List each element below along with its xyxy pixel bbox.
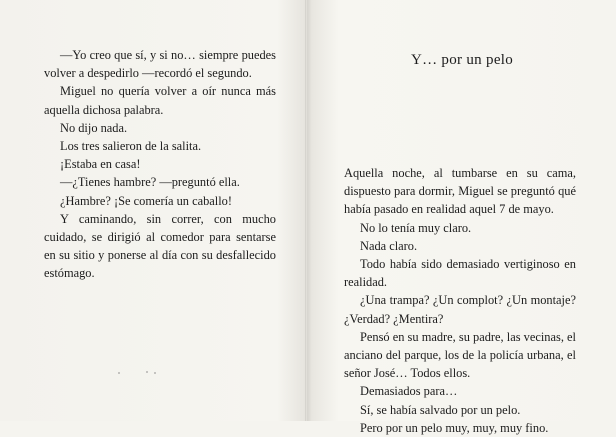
left-page-text (44, 46, 276, 283)
paragraph: —¿Tienes hambre? —preguntó ella. (60, 175, 240, 190)
right-page-text (344, 164, 576, 437)
paragraph: —Yo creo que sí, y si no… siempre puedes volver a despedirlo —recordó el segundo. (44, 48, 276, 81)
paragraph: Y caminando, sin correr, con mucho cuidado, se dirigió al comedor para sentarse en su sitio y ponerse al día con su desfallecido estómago. (44, 211, 276, 281)
paragraph: Miguel no quería volver a oír nunca más aquella dichosa palabra. (44, 84, 276, 117)
paragraph: Todo había sido demasiado vertiginoso en realidad. (344, 257, 576, 290)
left-page (0, 0, 305, 421)
paper-speck (154, 372, 156, 374)
paragraph: No lo tenía muy claro. (360, 220, 472, 235)
paragraph: ¿Una trampa? ¿Un complot? ¿Un montaje? ¿Verdad? ¿Mentira? (344, 293, 576, 326)
paragraph: Pero por un pelo muy, muy, muy fino. (360, 420, 549, 435)
paragraph: ¿Hambre? ¡Se comería un caballo! (60, 193, 233, 208)
paragraph: ¡Estaba en casa! (60, 157, 141, 172)
paragraph: No dijo nada. (60, 120, 128, 135)
chapter-title: Y… por un pelo (410, 52, 514, 68)
paragraph: Los tres salieron de la salita. (60, 139, 202, 154)
paper-speck (118, 372, 120, 374)
paragraph: Demasiados para… (360, 384, 458, 399)
right-page (308, 0, 616, 435)
paragraph: Nada claro. (360, 238, 418, 253)
paragraph: Sí, se había salvado por un pelo. (360, 402, 521, 417)
paragraph: Aquella noche, al tumbarse en su cama, dispuesto para dormir, Miguel se preguntó qué había pasado en realidad aquel 7 de mayo. (344, 166, 576, 217)
paragraph: Pensó en su madre, su padre, las vecinas, el anciano del parque, los de la policía urbana, el señor José… Todos ellos. (344, 329, 576, 381)
paper-speck (146, 371, 148, 373)
